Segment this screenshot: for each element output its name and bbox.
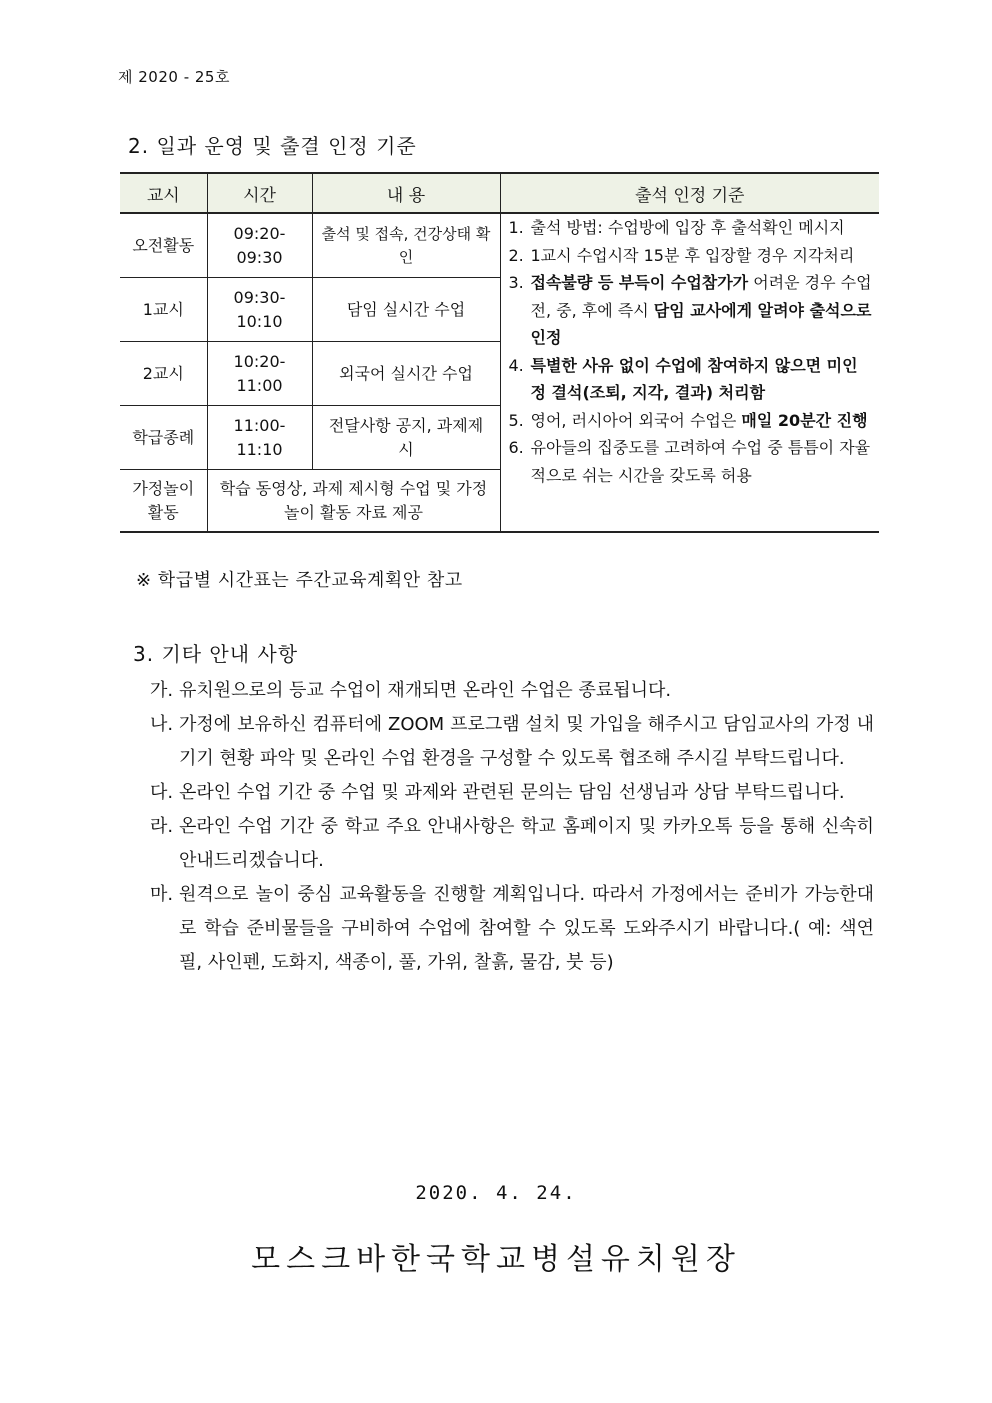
notice-marker: 나. [150, 714, 174, 735]
criteria-number: 5. [508, 410, 524, 430]
header-criteria: 출석 인정 기준 [500, 173, 879, 213]
criteria-text: 1교시 수업시작 15분 후 입장할 경우 지각처리 [530, 245, 855, 265]
notice-text: 원격으로 놀이 중심 교육활동을 진행할 계획입니다. 따라서 가정에서는 준비가 가능한대로 학습 준비물들을 구비하여 수업에 참여할 수 있도록 도와주시기 바랍니다.( 예: 색연필, 사인펜, 도화지, 색종이, 풀, 가위, 찰흙, 물감, 붓 등) [179, 884, 874, 973]
notice-item [150, 776, 874, 810]
notice-marker: 마. [150, 884, 174, 905]
notice-list [150, 674, 874, 980]
criteria-number: 1. [508, 218, 524, 237]
time-cell [207, 278, 312, 342]
notice-text: 온라인 수업 기간 중 수업 및 과제와 관련된 문의는 담임 선생님과 상담 부탁드립니다. [179, 782, 845, 803]
table-row [120, 213, 879, 278]
period-cell: 가정놀이 활동 [120, 470, 207, 533]
document-number: 제 2020 - 25호 [118, 68, 230, 86]
issue-date: 2020. 4. 24. [415, 1182, 577, 1204]
schedule-table [120, 172, 879, 533]
period-cell: 2교시 [120, 342, 207, 406]
timetable-note: ※ 학급별 시간표는 주간교육계획안 참고 [136, 570, 463, 591]
criteria-text-bold: 담임 교사에게 알려야 출석으로 인정 [530, 300, 872, 348]
criteria-item [509, 407, 874, 435]
criteria-item [509, 214, 874, 242]
notice-marker: 다. [150, 782, 174, 803]
criteria-text: 유아들의 집중도를 고려하여 수업 중 틈틈이 자율적으로 쉬는 시간을 갖도록 허용 [530, 438, 871, 485]
time-end: 09:30 [236, 247, 283, 267]
criteria-text-bold: 접속불량 등 부득이 수업참가가 [530, 273, 749, 293]
content-cell: 외국어 실시간 수업 [312, 342, 500, 406]
criteria-text: 영어, 러시아어 외국어 수업은 [530, 410, 742, 430]
criteria-text-bold: 특별한 사유 없이 수업에 참여하지 않으면 미인정 결석(조퇴, 지각, 결과) 처리함 [530, 355, 858, 403]
time-end: 11:00 [236, 375, 283, 395]
criteria-item [509, 434, 874, 489]
signer-title: 모스크바한국학교병설유치원장 [251, 1242, 741, 1277]
time-cell [207, 342, 312, 406]
criteria-number: 6. [508, 438, 524, 458]
time-end: 11:10 [236, 439, 283, 459]
notice-item [150, 674, 874, 708]
time-cell [207, 213, 312, 278]
time-cell [207, 406, 312, 470]
notice-item [150, 708, 874, 776]
criteria-number: 2. [508, 245, 524, 265]
criteria-text: 어려운 경우 수업 전, 중, 후에 즉시 [530, 273, 872, 320]
table-header-row [120, 173, 879, 213]
header-period: 교시 [120, 173, 207, 213]
content-cell: 출석 및 접속, 건강상태 확인 [312, 213, 500, 278]
notice-item [150, 878, 874, 980]
criteria-item [509, 352, 874, 407]
notice-text: 온라인 수업 기간 중 학교 주요 안내사항은 학교 홈페이지 및 카카오톡 등을 통해 신속히 안내드리겠습니다. [179, 816, 874, 871]
criteria-list [509, 214, 874, 489]
criteria-text: 출석 방법: 수업방에 입장 후 출석확인 메시지 [530, 218, 845, 237]
notice-text: 유치원으로의 등교 수업이 재개되면 온라인 수업은 종료됩니다. [179, 680, 672, 701]
time-start: 09:20- [233, 223, 286, 243]
criteria-number: 3. [508, 273, 524, 293]
criteria-item [509, 269, 874, 352]
notice-marker: 가. [150, 680, 174, 701]
notice-item [150, 810, 874, 878]
period-cell: 학급종례 [120, 406, 207, 470]
time-end: 10:10 [236, 311, 283, 331]
content-cell: 담임 실시간 수업 [312, 278, 500, 342]
period-cell: 오전활동 [120, 213, 207, 278]
section-3-title: 3. 기타 안내 사항 [133, 642, 299, 666]
time-start: 10:20- [233, 351, 286, 371]
period-cell: 1교시 [120, 278, 207, 342]
section-2-title: 2. 일과 운영 및 출결 인정 기준 [128, 134, 417, 158]
criteria-number: 4. [508, 355, 524, 375]
time-start: 09:30- [233, 287, 286, 307]
content-cell: 학습 동영상, 과제 제시형 수업 및 가정 놀이 활동 자료 제공 [207, 470, 500, 533]
header-content: 내 용 [312, 173, 500, 213]
criteria-text-bold: 매일 20분간 진행 [741, 410, 868, 430]
content-cell: 전달사항 공지, 과제제시 [312, 406, 500, 470]
time-start: 11:00- [233, 415, 286, 435]
notice-marker: 라. [150, 816, 174, 837]
notice-text: 가정에 보유하신 컴퓨터에 ZOOM 프로그램 설치 및 가입을 해주시고 담임교사의 가정 내 기기 현황 파악 및 온라인 수업 환경을 구성할 수 있도록 협조해 주시길 부탁드립니다. [179, 714, 874, 769]
criteria-item [509, 242, 874, 270]
header-time: 시간 [207, 173, 312, 213]
attendance-criteria-cell [500, 213, 879, 532]
